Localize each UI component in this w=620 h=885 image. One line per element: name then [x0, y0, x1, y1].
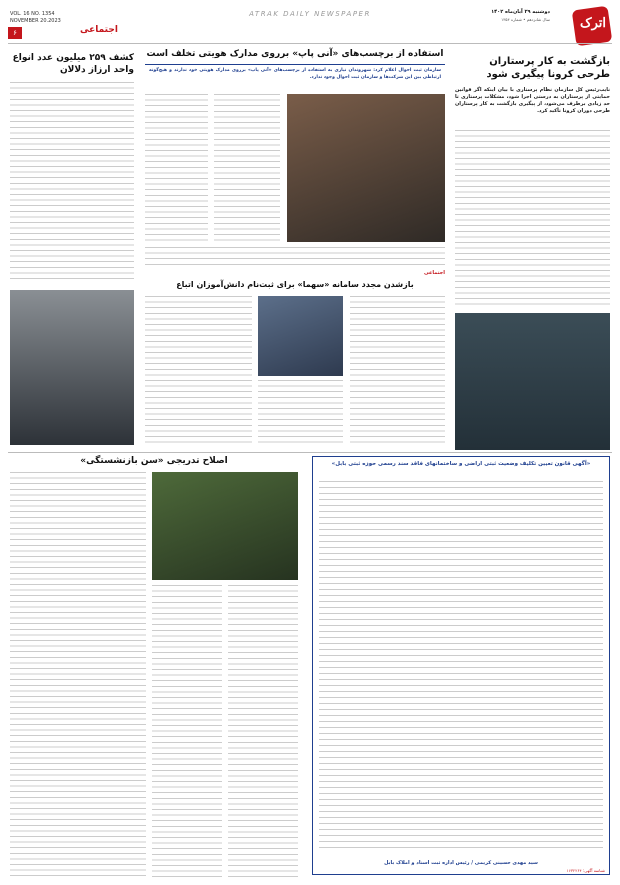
estefadeh-title: استفاده از برچسب‌های «آنی پاپ» برروی مدارک هویتی تخلف است — [146, 49, 444, 59]
eslah-body-col2 — [152, 585, 222, 877]
sahma-title: بازشدن مجدد سامانه «سهما» برای ثبت‌نام دانش‌آموزان اتباع — [176, 280, 414, 289]
kashf-body — [10, 82, 134, 282]
logo-text: اترک — [579, 16, 606, 31]
estefadeh-body-col3 — [145, 94, 208, 242]
mid-rule — [8, 452, 612, 453]
bazgasht-title: بازگشت به کار پرستاران طرحی کرونا پیگیری شود — [486, 56, 610, 80]
estefadeh-photo — [287, 94, 445, 242]
volume: VOL. 16 NO. 1354 — [10, 11, 55, 17]
section-name: اجتماعی — [80, 25, 118, 35]
issue-info: سال شانزدهم • شماره ۱۳۵۴ — [501, 17, 550, 22]
sahma-photo — [258, 296, 343, 376]
kashf-title: کشف ۲۵۹ میلیون عدد انواع واحد ارزاز دلالان — [12, 53, 134, 75]
bazgasht-lead: نایب‌رئیس کل سازمان نظام پرستاری با بیان اینکه اگر قوانین حمایتی از پرستاران به درستی اجرا شود، مشکلات پرستاری تا حد زیادی برطرف می‌شود، از پیگیری بازگشت به کار پرستاران طرحی دوران کرونا تأکید کرد. — [455, 87, 610, 114]
page-number-badge — [8, 27, 22, 39]
estefadeh-body-under-photo — [145, 247, 445, 267]
kashf-photo — [10, 290, 134, 445]
estefadeh-lead-box — [145, 64, 445, 91]
agahi-body — [319, 481, 603, 849]
agahi-ad-number: شناسه آگهی: ۱۶۳۲۲۶۴ — [566, 868, 605, 873]
bazgasht-body — [455, 130, 610, 308]
estefadeh-lead: سازمان ثبت احوال اعلام کرد: شهروندان نیازی به استفاده از برچسب‌های «آنی پاپ» برروی مدارک هویتی خود ندارند و هیچ‌گونه ارتباطی بین این شرکت‌ها و سازمان ثبت احوال وجود ندارد. — [149, 68, 441, 80]
estefadeh-body-col2 — [214, 94, 280, 242]
section-label-text: اجتماعی — [423, 270, 445, 276]
english-date: NOVEMBER 20.2023 — [10, 18, 61, 24]
eslah-title: اصلاح تدریجی «سن بازنشستگی» — [80, 456, 228, 466]
sahma-body-col2 — [258, 380, 343, 446]
masthead-rule — [8, 43, 612, 44]
eslah-body-col1 — [10, 472, 146, 877]
bazgasht-photo — [455, 313, 610, 450]
eslah-photo — [152, 472, 298, 580]
page-number: ۶ — [13, 29, 17, 37]
agahi-box — [312, 456, 610, 875]
sahma-body-col3 — [145, 296, 252, 446]
sahma-body-col1 — [350, 296, 445, 446]
newspaper-subtitle: ATRAK DAILY NEWSPAPER — [249, 10, 371, 18]
issue-date: دوشنبه ۲۹ آبان‌ماه ۱۴۰۲ — [491, 9, 550, 15]
agahi-signature: سید مهدی حسینی کریمی / رئیس اداره ثبت اسناد و املاک بابل — [384, 860, 538, 866]
agahi-title: «آگهی قانون تعیین تکلیف وضعیت ثبتی اراضی و ساختمانهای فاقد سند رسمی حوزه ثبتی بابل» — [331, 461, 591, 467]
section-label — [424, 270, 445, 276]
logo — [558, 8, 610, 48]
eslah-body-col3 — [228, 585, 298, 877]
